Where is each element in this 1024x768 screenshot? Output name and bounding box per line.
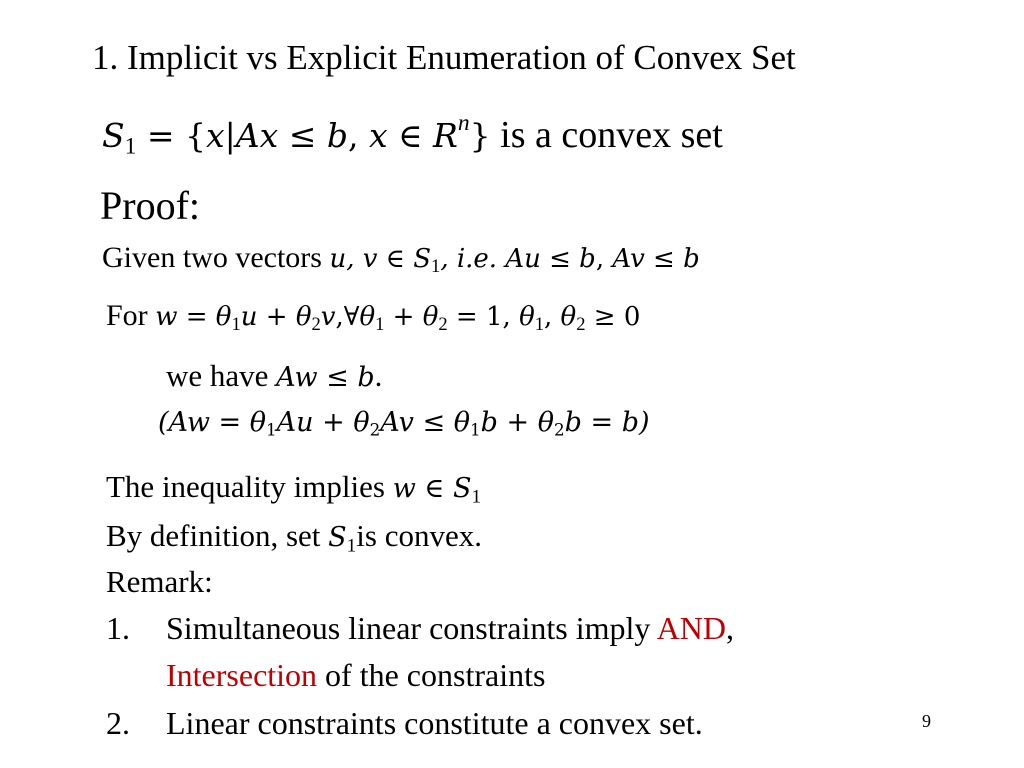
implies-in: ∈ [415,473,453,504]
chain-theta-sub: 2 [553,419,565,440]
remark-text: , [725,610,734,646]
implies-set-sub: 1 [471,486,482,508]
we-have-math: Aw ≤ b [276,362,375,393]
remark-highlight-intersection: Intersection [166,657,318,693]
chain-theta-sub: 2 [369,419,381,440]
for-theta-sub: 1 [534,314,545,336]
for-ge-zero: ≥ 0 [585,302,641,332]
for-v: v [320,302,336,332]
by-def-pre: By definition, set [106,518,329,553]
set-symbol: S [102,116,125,155]
set-var-x: x [206,116,225,155]
given-cond1: Au ≤ b [505,244,596,274]
chain-theta: θ [249,407,266,438]
for-theta-sub: 2 [438,314,448,336]
set-subscript: 1 [124,133,137,160]
for-theta-sub: 2 [311,314,321,336]
for-eq-one: = 1, [447,302,520,332]
chain-theta: θ [453,407,470,438]
given-set-sub: 1 [431,256,441,278]
set-def-bar: | [224,116,236,155]
chain-part: b = b) [564,407,650,438]
chain-part: (Aw = [158,407,250,438]
set-x2: x [368,116,388,155]
implies-text: The inequality implies [106,469,393,504]
for-text: For [106,299,156,332]
remark-item-2 [106,707,703,739]
page-number: 9 [922,711,931,731]
set-def-close: } [469,116,491,155]
set-le: ≤ [278,116,327,155]
for-w: w [155,302,178,332]
set-R-sup: n [457,110,470,137]
by-definition-line [106,518,482,557]
implies-set: S [452,473,472,504]
chain-part: Av ≤ [380,407,454,438]
we-have-text: we have [166,358,277,393]
set-in: ∈ [387,116,434,155]
implies-line [106,469,482,508]
chain-theta: θ [353,407,370,438]
remark-item-1 [106,612,734,644]
chain-theta-sub: 1 [469,419,481,440]
set-ax: Ax [235,116,279,155]
inequality-chain [158,407,650,440]
given-in: ∈ [377,244,414,274]
for-theta: θ [359,302,376,332]
implies-w: w [392,473,416,504]
for-theta-sub: 1 [375,314,385,336]
given-cond2: Av ≤ b [612,244,700,274]
chain-theta: θ [537,407,554,438]
for-comma: , [544,302,561,332]
for-theta: θ [295,302,312,332]
remark-text: Linear constraints constitute a convex set. [166,705,703,741]
chain-part: Au + [276,407,354,438]
slide-title: 1. Implicit vs Explicit Enumeration of Convex Set [92,38,796,77]
by-def-set: S [328,522,347,553]
remark-number: 2. [106,705,130,741]
we-have-line [166,360,382,391]
for-theta: θ [422,302,439,332]
remark-text: Simultaneous linear constraints imply [166,610,657,646]
for-theta-sub: 1 [231,314,241,336]
convex-set-statement [102,110,723,160]
for-eq: = [177,302,216,332]
for-theta: θ [519,302,535,332]
given-ie: , i.e. [440,244,506,274]
set-b: b [326,116,348,155]
statement-text: is a convex set [490,114,723,156]
remark-highlight-and: AND [656,610,726,646]
set-R: R [433,116,458,155]
for-u: u [240,302,258,332]
for-forall: ,∀ [335,302,360,332]
given-text: Given two vectors [102,241,330,274]
remark-label: Remark: [106,564,213,599]
remark-item-1-continued [166,659,545,691]
for-theta-sub: 2 [576,314,586,336]
by-def-set-sub: 1 [346,535,357,557]
proof-label: Proof: [100,183,200,228]
given-sep: , [595,244,613,274]
remark-text: of the constraints [317,657,546,693]
we-have-period: . [374,358,383,393]
for-plus: + [257,302,296,332]
set-comma: , [348,116,369,155]
set-def-open: = { [136,116,207,155]
by-def-post: is convex. [356,518,482,553]
given-vars: u, v [329,244,378,274]
chain-theta-sub: 1 [265,419,277,440]
given-line [102,241,700,278]
for-theta: θ [215,302,232,332]
given-set: S [413,244,432,274]
for-plus: + [384,302,423,332]
for-theta: θ [560,302,577,332]
for-line [106,299,641,336]
remark-number: 1. [106,610,130,646]
chain-part: b + [480,407,538,438]
